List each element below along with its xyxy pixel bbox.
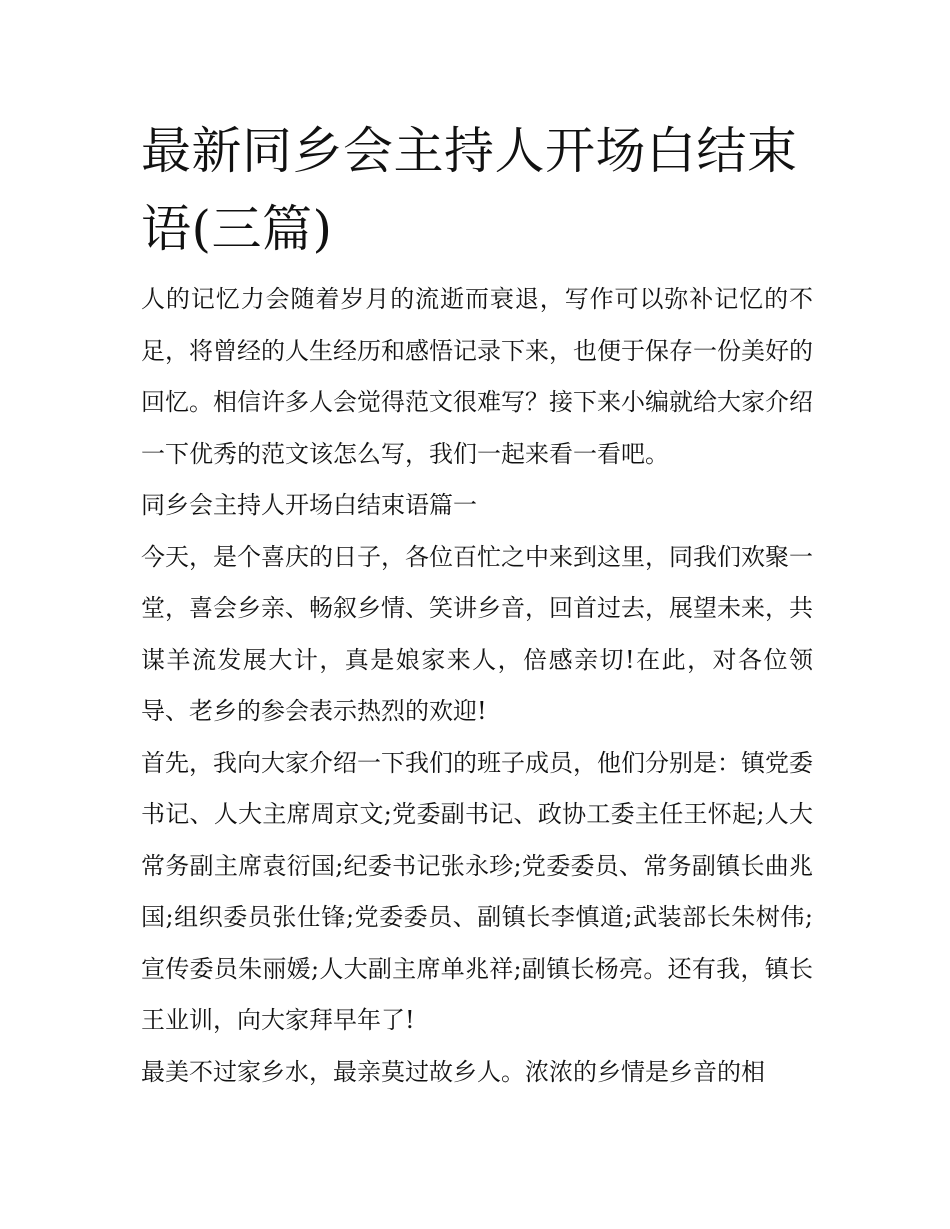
paragraph-intro: 人的记忆力会随着岁月的流逝而衰退，写作可以弥补记忆的不足，将曾经的人生经历和感悟记录下来，也便于保存一份美好的回忆。相信许多人会觉得范文很难写？接下来小编就给大家介绍一下优秀的范文该怎么写，我们一起来看一看吧。	[141, 285, 813, 468]
paragraph-members: 首先，我向大家介绍一下我们的班子成员，他们分别是：镇党委书记、人大主席周京文;党委副书记、政协工委主任王怀起;人大常务副主席袁衍国;纪委书记张永珍;党委委员、常务副镇长曲兆国;组织委员张仕锋;党委委员、副镇长李慎道;武装部长朱树伟;宣传委员朱丽媛;人大副主席单兆祥;副镇长杨亮。还有我，镇长王业训，向大家拜早年了!	[141, 748, 813, 1034]
paragraph-welcome: 今天，是个喜庆的日子，各位百忙之中来到这里，同我们欢聚一堂，喜会乡亲、畅叙乡情、笑讲乡音，回首过去，展望未来，共谋羊流发展大计，真是娘家来人，倍感亲切!在此，对各位领导、老乡的参会表示热烈的欢迎!	[141, 542, 813, 725]
document-page	[141, 112, 813, 1098]
document-title: 最新同乡会主持人开场白结束语(三篇)	[141, 122, 798, 258]
section-heading: 同乡会主持人开场白结束语篇一	[141, 491, 477, 519]
paragraph-closing: 最美不过家乡水，最亲莫过故乡人。浓浓的乡情是乡音的相	[141, 1057, 765, 1086]
